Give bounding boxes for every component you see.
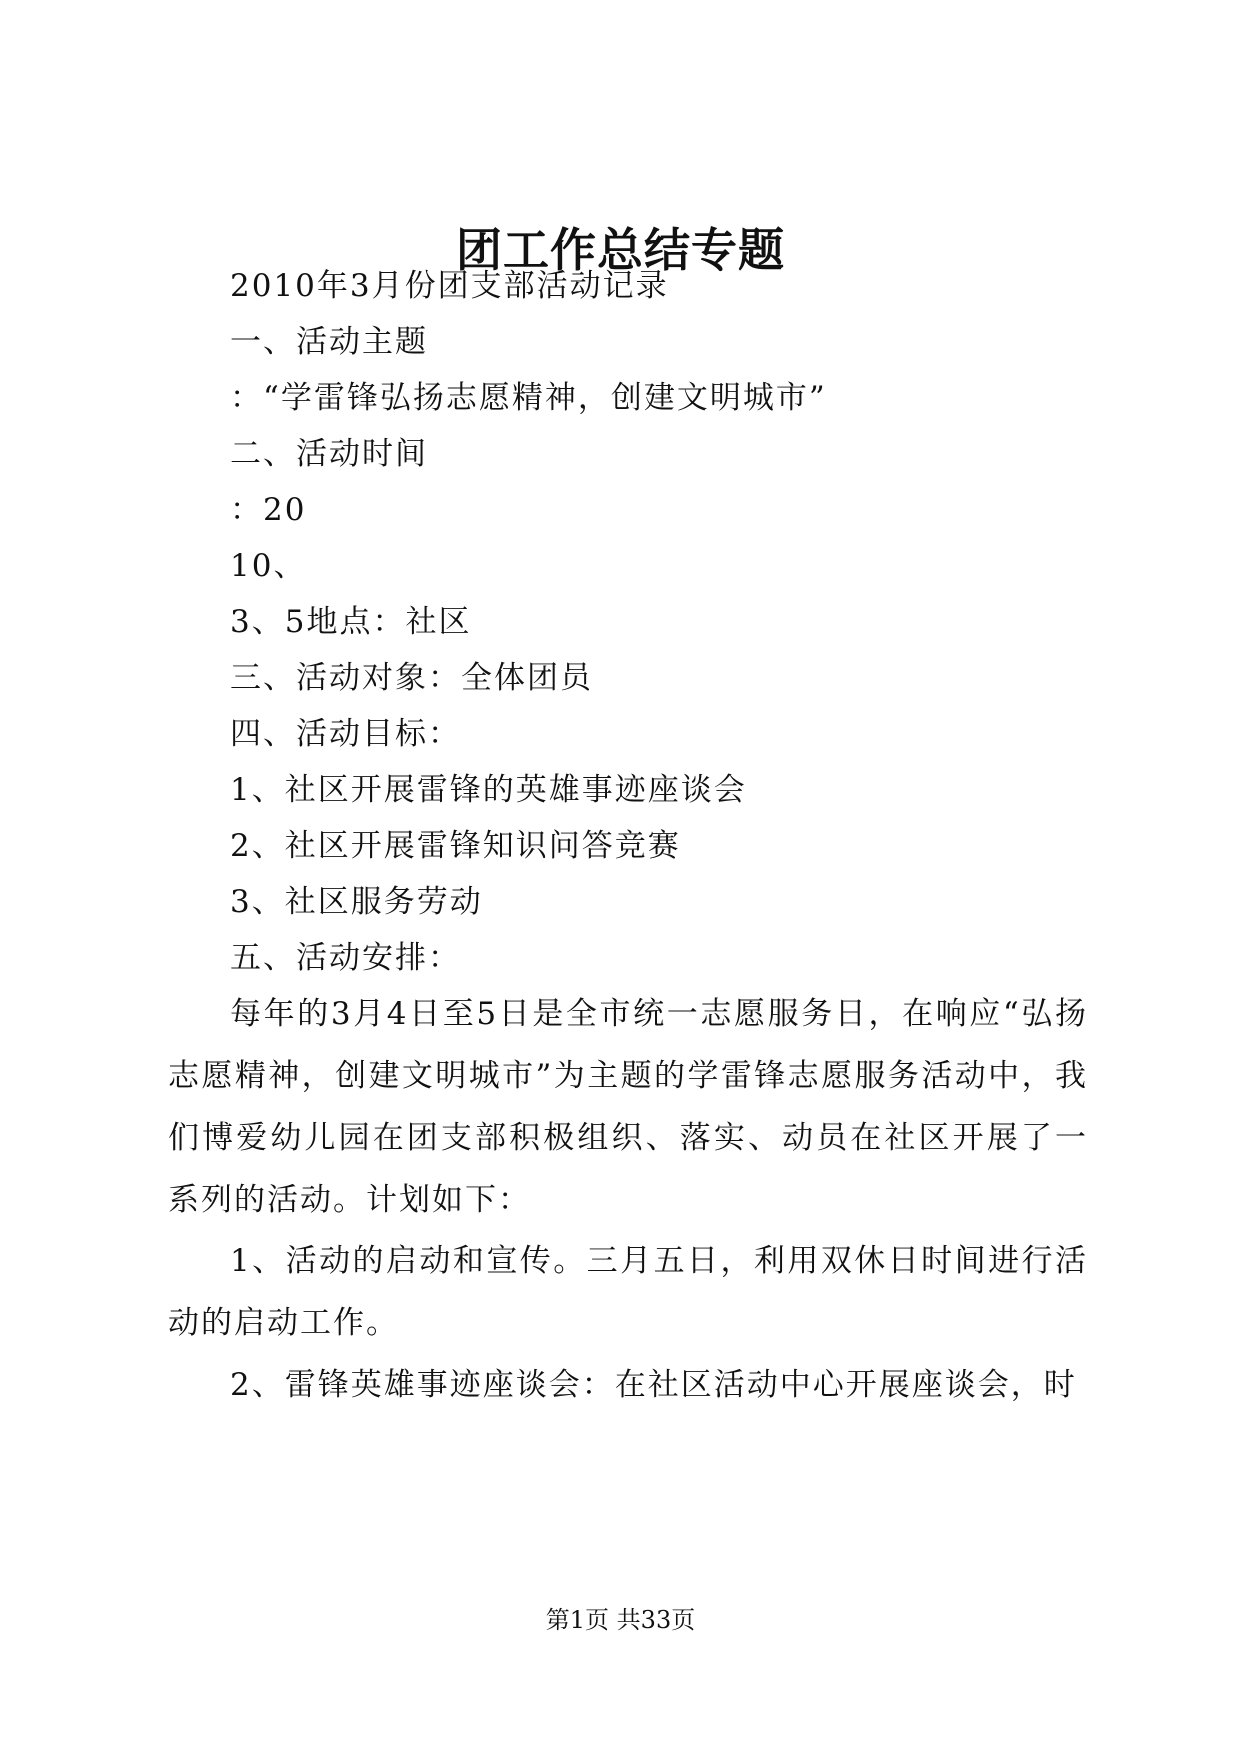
text-line: ：20 bbox=[230, 492, 307, 528]
text-line: 3、社区服务劳动 bbox=[230, 884, 483, 920]
text-line: 三、活动对象：全体团员 bbox=[230, 660, 593, 696]
body-paragraph: 2、雷锋英雄事迹座谈会：在社区活动中心开展座谈会，时 bbox=[230, 1367, 1077, 1403]
body-paragraph: 1、活动的启动和宣传。三月五日，利用双休日时间进行活动的启动工作。 bbox=[168, 1243, 1088, 1341]
text-line: 一、活动主题 bbox=[230, 324, 428, 360]
page-number-footer: 第1页 共33页 bbox=[545, 1606, 696, 1634]
document-title: 团工作总结专题 bbox=[456, 223, 785, 277]
text-line: 3、5地点：社区 bbox=[230, 604, 472, 640]
text-line: 2、社区开展雷锋知识问答竞赛 bbox=[230, 828, 681, 864]
text-line: 2010年3月份团支部活动记录 bbox=[230, 268, 669, 304]
text-line: 二、活动时间 bbox=[230, 436, 428, 472]
text-line: 1、社区开展雷锋的英雄事迹座谈会 bbox=[230, 772, 747, 808]
text-line: 四、活动目标： bbox=[230, 716, 461, 752]
text-line: 10、 bbox=[230, 548, 307, 584]
text-line: 五、活动安排： bbox=[230, 940, 461, 976]
text-line: ：“学雷锋弘扬志愿精神，创建文明城市” bbox=[230, 380, 827, 416]
body-paragraph: 每年的3月4日至5日是全市统一志愿服务日，在响应“弘扬志愿精神，创建文明城市”为主题的学雷锋志愿服务活动中，我们博爱幼儿园在团支部积极组织、落实、动员在社区开展了一系列的活动。计划如下： bbox=[168, 996, 1088, 1218]
